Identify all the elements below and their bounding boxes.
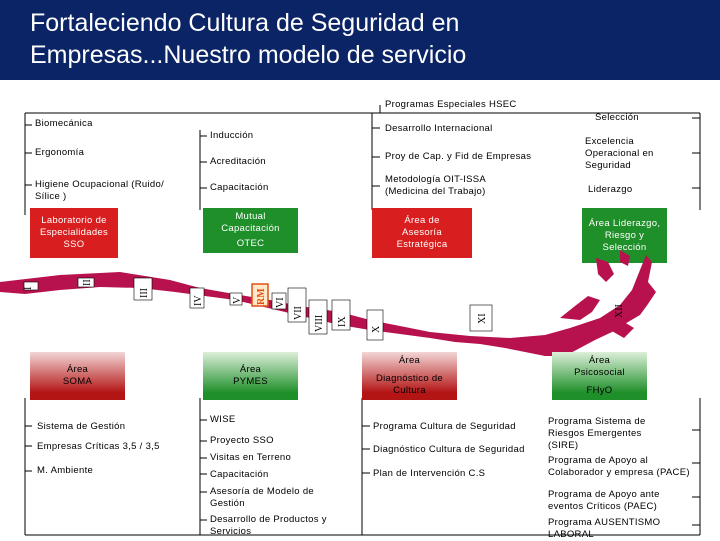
region-viii-label: VIII [314,314,325,332]
area-psico-line2: Psicosocial [574,367,625,378]
region-x-label: X [371,325,382,333]
region-x-tag [367,310,383,340]
top-col2-item-3: Capacitación [210,182,269,193]
mutual-label: Mutual Capacitación [221,211,280,234]
region-v-label: V [232,296,243,304]
top-col2-item-2: Acreditación [210,156,266,167]
top-col2-item-1: Inducción [210,130,254,141]
top-col4-item-2: Excelencia Operacional en Seguridad [585,136,654,171]
lab-box: Laboratorio de Especialidades SSO [30,208,118,258]
area-diag-line2: Diagnóstico de Cultura [375,373,444,396]
bottom-col2-item-4: Capacitación [210,469,269,480]
area-pymes-line1: Área [239,364,262,375]
area-pymes-line2: PYMES [233,376,268,387]
title-line-2: Empresas...Nuestro modelo de servicio [30,41,467,69]
bottom-col2-item-1: WISE [210,414,236,425]
bottom-col1-item-2: Empresas Críticas 3,5 / 3,5 [37,441,160,452]
area-psicosocial-box [552,352,647,400]
region-xii-label: XII [614,304,625,318]
region-i-label: I [23,286,34,290]
bottom-col3-item-1: Programa Cultura de Seguridad [373,421,516,432]
bottom-col4-item-1: Programa Sistema de Riesgos Emergentes (SIRE) [548,416,646,451]
bottom-col2-item-5: Asesoría de Modelo de Gestión [210,486,314,509]
area-pymes-box [203,352,298,400]
region-ii-label: II [82,279,93,286]
top-col3-item-1: Desarrollo Internacional [385,123,493,134]
bottom-col3-item-3: Plan de Intervención C.S [373,468,486,479]
bottom-col2-item-6: Desarrollo de Productos y Servicios [210,514,327,537]
bottom-col4-item-2: Programa de Apoyo al Colaborador y empresa (PACE) [548,455,690,478]
bottom-col2-item-3: Visitas en Terreno [210,452,292,463]
bottom-col1-item-3: M. Ambiente [37,465,94,476]
top-col1-item-2: Ergonomía [35,147,85,158]
bottom-col4-item-4: Programa AUSENTISMO LABORAL [548,517,661,540]
area-diagnostico-box [362,352,457,400]
hsec-label: Programas Especiales HSEC [385,99,517,110]
top-col1-item-3: Higiene Ocupacional (Ruido/ Sílice ) [35,179,165,202]
top-col3-item-2: Proy de Cap. y Fid de Empresas [385,151,532,162]
bottom-col3-item-2: Diagnóstico Cultura de Seguridad [373,444,525,455]
bottom-col1-item-1: Sistema de Gestión [37,421,126,432]
area-psico-line1: Área [588,355,611,366]
area-psico-line3: FHyO [586,385,613,396]
region-ix-label: IX [337,316,348,327]
otec-label: OTEC [236,238,265,249]
liderazgo-label: Área Liderazgo, Riesgo y Selección [588,217,661,253]
bottom-col4-item-3: Programa de Apoyo ante eventos Críticos (PAEC) [548,489,660,512]
top-col3-item-3: Metodología OIT-ISSA (Medicina del Trabajo) [385,174,486,197]
region-xi-label: XI [477,313,488,324]
top-col4-item-3: Liderazgo [588,184,633,195]
region-rm-label: RM [256,288,267,305]
area-soma-box [30,352,125,400]
asesoria-label: Área de Asesoría Estratégica [396,215,448,250]
top-col1-item-1: Biomecánica [35,118,93,129]
title-line-1: Fortaleciendo Cultura de Seguridad en [30,9,460,37]
area-soma-line2: SOMA [62,376,93,387]
area-soma-line1: Área [66,364,89,375]
bottom-col2-item-2: Proyecto SSO [210,435,274,446]
top-col4-item-1: Selección [595,112,639,123]
area-diag-line1: Área [398,355,421,366]
region-vii-label: VII [293,306,304,320]
region-vi-label: VI [275,297,286,308]
region-iv-label: IV [193,295,204,306]
region-iii-label: III [139,288,150,298]
